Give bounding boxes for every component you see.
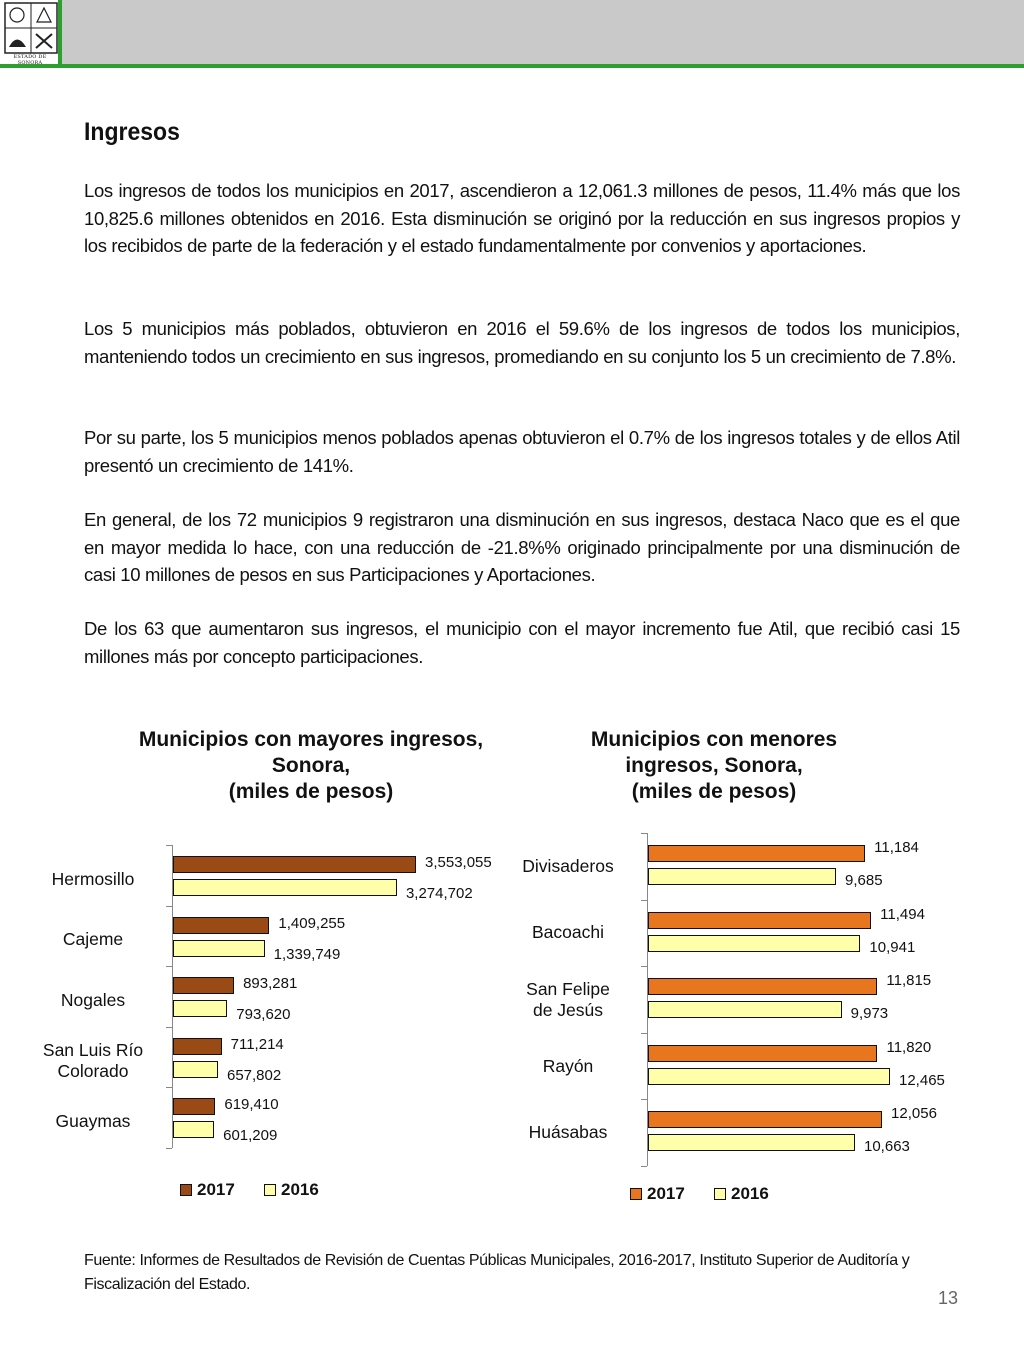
category-label bbox=[28, 869, 158, 890]
bar-2017 bbox=[173, 977, 234, 994]
data-label: 657,802 bbox=[226, 1066, 282, 1084]
paragraph-2: Los 5 municipios más poblados, obtuvieron en 2016 el 59.6% de los ingresos de todos los municipios, manteniendo todos un crecimiento en sus ingresos, promediando en su conjunto los 5 un crecimiento de 7.8%. bbox=[84, 318, 960, 367]
chart-title-line: Municipios con mayores ingresos, bbox=[138, 728, 484, 751]
axis-tick bbox=[641, 1033, 647, 1034]
chart-title-line: Sonora, bbox=[271, 754, 351, 777]
legend-swatch bbox=[714, 1188, 726, 1200]
legend-item-2016 bbox=[264, 1180, 319, 1200]
bar-2016 bbox=[648, 1068, 890, 1085]
data-label: 619,410 bbox=[224, 1096, 279, 1114]
logo-text: ESTADO DE SONORA bbox=[13, 54, 47, 66]
bar-2016 bbox=[648, 868, 836, 885]
category-label bbox=[28, 1040, 158, 1082]
category-label bbox=[503, 979, 633, 1021]
legend-label: 2016 bbox=[281, 1180, 319, 1199]
category-label-line: Bacoachi bbox=[532, 922, 604, 943]
axis-tick bbox=[641, 833, 647, 834]
chart-title bbox=[106, 727, 516, 805]
category-label bbox=[28, 929, 158, 950]
data-label: 601,209 bbox=[223, 1127, 278, 1145]
axis-tick bbox=[166, 1087, 172, 1088]
legend-item-2017 bbox=[180, 1180, 235, 1200]
bar-2017 bbox=[173, 856, 416, 873]
axis-tick bbox=[641, 900, 647, 901]
axis-tick bbox=[641, 1099, 647, 1100]
category-label bbox=[503, 856, 633, 877]
bar-2017 bbox=[173, 1098, 215, 1115]
category-label-line: San Felipe bbox=[526, 978, 610, 999]
legend-item-2017 bbox=[630, 1184, 685, 1204]
axis-tick bbox=[641, 1166, 647, 1167]
category-label-line: Guaymas bbox=[55, 1111, 131, 1132]
bar-2016 bbox=[173, 1000, 227, 1017]
category-label-line: Cajeme bbox=[62, 929, 124, 950]
data-label: 711,214 bbox=[230, 1035, 284, 1053]
data-label: 12,056 bbox=[891, 1105, 937, 1123]
axis-tick bbox=[166, 845, 172, 846]
data-label: 10,663 bbox=[864, 1138, 910, 1156]
bar-2016 bbox=[648, 1134, 855, 1151]
data-label: 893,281 bbox=[243, 975, 298, 993]
data-label: 1,339,749 bbox=[273, 945, 341, 963]
source-note: Fuente: Informes de Resultados de Revisión de Cuentas Públicas Municipales, 2016-2017, Instituto Superior de Auditoría y Fiscalización del Estado. bbox=[84, 1252, 910, 1293]
bar-2017 bbox=[648, 912, 871, 929]
category-label-line: San Luis Río bbox=[42, 1040, 144, 1061]
axis-tick bbox=[166, 1027, 172, 1028]
section-title: Ingresos bbox=[84, 118, 180, 146]
legend-swatch bbox=[264, 1184, 276, 1196]
category-label bbox=[503, 1122, 633, 1143]
category-label-line: Divisaderos bbox=[522, 855, 614, 876]
axis-tick bbox=[166, 906, 172, 907]
coat-of-arms-icon bbox=[4, 2, 58, 54]
bar-2016 bbox=[648, 935, 860, 952]
category-label bbox=[503, 1056, 633, 1077]
bar-2016 bbox=[173, 879, 397, 896]
page-number: 13 bbox=[938, 1288, 959, 1308]
chart-title-line: (miles de pesos) bbox=[631, 780, 797, 803]
axis-tick bbox=[166, 1148, 172, 1149]
category-label-line: Hermosillo bbox=[51, 868, 135, 889]
legend-swatch bbox=[630, 1188, 642, 1200]
axis-tick bbox=[641, 966, 647, 967]
category-label-line: Colorado bbox=[57, 1061, 129, 1082]
category-label bbox=[28, 990, 158, 1011]
category-label bbox=[28, 1111, 158, 1132]
paragraph-4: En general, de los 72 municipios 9 registraron una disminución en sus ingresos, destaca Naco que es el que en mayor medida lo hace, con una reducción de -21.8%% originado principalmente por una disminución de casi 10 millones de pesos en sus Participaciones y Aportaciones. bbox=[84, 509, 960, 585]
data-label: 11,815 bbox=[886, 972, 932, 990]
chart-title-line: (miles de pesos) bbox=[228, 780, 394, 803]
legend-label: 2017 bbox=[197, 1180, 235, 1199]
data-label: 3,274,702 bbox=[405, 885, 473, 902]
category-label-line: Rayón bbox=[542, 1055, 594, 1076]
paragraph-1: Los ingresos de todos los municipios en 2017, ascendieron a 12,061.3 millones de pesos, 11.4% más que los 10,825.6 millones obtenidos en 2016. Esta disminución se originó por la reducción en sus ingresos propios y los recibidos de parte de la federación y el estado fundamentalmente por convenios y aportaciones. bbox=[84, 180, 960, 256]
axis-tick bbox=[166, 966, 172, 967]
bar-2016 bbox=[648, 1001, 842, 1018]
paragraph-3: Por su parte, los 5 municipios menos poblados apenas obtuvieron el 0.7% de los ingresos totales y de ellos Atil presentó un crecimiento de 141%. bbox=[84, 427, 960, 476]
data-label: 11,184 bbox=[874, 839, 919, 856]
legend-swatch bbox=[180, 1184, 192, 1196]
bar-2016 bbox=[173, 1061, 218, 1078]
category-label-line: Nogales bbox=[60, 990, 126, 1010]
data-label: 11,494 bbox=[880, 905, 925, 923]
category-label-line: Huásabas bbox=[528, 1122, 608, 1143]
bar-2017 bbox=[173, 1038, 222, 1055]
bar-2017 bbox=[173, 917, 269, 934]
bar-2016 bbox=[173, 1121, 214, 1138]
legend-label: 2016 bbox=[731, 1184, 769, 1203]
legend-item-2016 bbox=[714, 1184, 769, 1204]
bar-2017 bbox=[648, 1111, 882, 1128]
data-label: 11,820 bbox=[886, 1038, 932, 1056]
data-label: 9,973 bbox=[850, 1005, 889, 1023]
data-label: 12,465 bbox=[899, 1071, 945, 1089]
chart-title-line: Municipios con menores bbox=[590, 728, 838, 751]
chart-title-line: ingresos, Sonora, bbox=[625, 754, 803, 777]
bar-2017 bbox=[648, 1045, 877, 1062]
category-label-line: de Jesús bbox=[532, 999, 604, 1020]
chart-title bbox=[554, 727, 874, 805]
bar-2016 bbox=[173, 940, 265, 957]
bar-2017 bbox=[648, 978, 877, 995]
data-label: 10,941 bbox=[869, 938, 916, 956]
bar-2017 bbox=[648, 845, 865, 862]
data-label: 9,685 bbox=[845, 872, 883, 889]
state-logo bbox=[0, 0, 62, 64]
data-label: 3,553,055 bbox=[425, 854, 492, 871]
data-label: 793,620 bbox=[236, 1006, 291, 1024]
header-bar bbox=[0, 0, 1024, 68]
data-label: 1,409,255 bbox=[278, 914, 346, 932]
legend-label: 2017 bbox=[647, 1184, 685, 1203]
category-label bbox=[503, 922, 633, 943]
paragraph-5: De los 63 que aumentaron sus ingresos, el municipio con el mayor incremento fue Atil, que recibió casi 15 millones más por concepto participaciones. bbox=[84, 618, 960, 667]
